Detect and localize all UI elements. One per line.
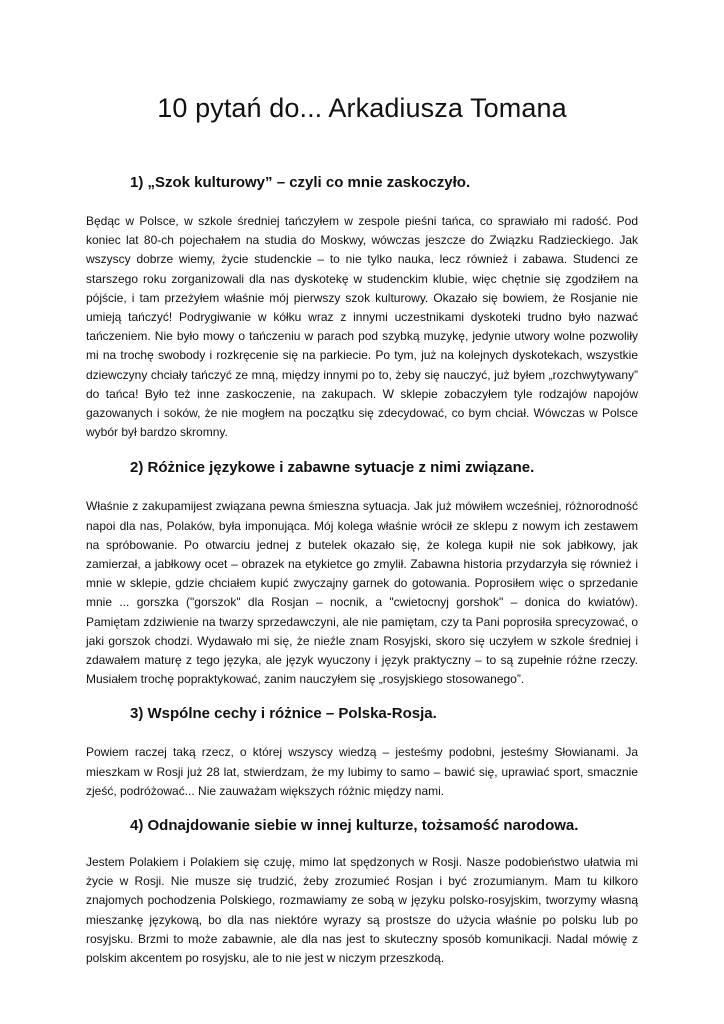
section-heading-1: 1) „Szok kulturowy” – czyli co mnie zaskoczyło. [130,174,471,191]
section-paragraph-1: Będąc w Polsce, w szkole średniej tańczyłem w zespole pieśni tańca, co sprawiało mi radość. Pod koniec lat 80-ch pojechałem na studia do Moskwy, wówczas jeszcze do Związku Radzieckiego. Jak wszyscy dobrze wiemy, życie studenckie – to nie tylko nauka, lecz również i zabawa. Studenci ze starszego roku zorganizowali dla nas dyskotekę w studenckim klubie, więc chętnie się zgodziłem na pójście, i tam przeżyłem właśnie mój pierwszy szok kulturowy. Okazało się bowiem, że Rosjanie nie umieją tańczyć! Podrygiwanie w kółku wraz z innymi uczestnikami dyskoteki trudno było nazwać tańczeniem. Nie było mowy o tańczeniu w parach pod szybką muzykę, jedynie utwory wolne pozwoliły mi na trochę swobody i rozkręcenie się na parkiecie. Po tym, już na kolejnych dyskotekach, wszystkie dziewczyny chciały tańczyć ze mną, między innymi po to, żeby się nauczyć, już byłem „rozchwytywany” do tańca! Było też inne zaskoczenie, na zakupach. W sklepie zobaczyłem tyle rodzajów napojów gazowanych i soków, że nie mogłem na początku się zdecydować, co bym chciał. Wówczas w Polsce wybór był bardzo skromny. [86,214,638,440]
section-heading-4: 4) Odnajdowanie siebie w innej kulturze, tożsamość narodowa. [130,817,579,835]
document-title: 10 pytań do... Arkadiusza Tomana [157,93,567,123]
section-heading-3: 3) Wspólne cechy i różnice – Polska-Rosja. [130,705,437,723]
section-paragraph-4: Jestem Polakiem i Polakiem się czuję, mimo lat spędzonych w Rosji. Nasze podobieństwo ułatwia mi życie w Rosji. Nie musze się trudzić, żeby zrozumieć Rosjan i być zrozumianym. Mam tu kilkoro znajomych pochodzenia Polskiego, rozmawiamy ze sobą w języku polsko-rosyjskim, tworzymy własną mieszankę językową, bo dla nas niektóre wyrazy są prostsze do użycia właśnie po polsku lub po rosyjsku. Brzmi to może zabawnie, ale dla nas jest to skuteczny sposób komunikacji. Nadal mówię z polskim akcentem po rosyjsku, ale to nie jest w niczym przeszkodą. [86,855,638,966]
section-paragraph-3: Powiem raczej taką rzecz, o której wszyscy wiedzą – jesteśmy podobni, jesteśmy Słowianami. Ja mieszkam w Rosji już 28 lat, stwierdzam, że my lubimy to samo – bawić się, uprawiać sport, smacznie zjeść, podróżować... Nie zauważam większych różnic między nami. [86,745,638,798]
document-page [86,0,638,968]
section-heading-2: 2) Różnice językowe i zabawne sytuacje z nimi związane. [130,459,535,477]
section-paragraph-2: Właśnie z zakupamijest związana pewna śmieszna sytuacja. Jak już mówiłem wcześniej, różnorodność napoi dla nas, Polaków, była imponująca. Mój kolega właśnie wrócił ze sklepu z nowym ich zestawem na spróbowanie. Po otwarciu jednej z butelek okazało się, że kolega kupił nie sok jabłkowy, jak zamierzał, a jabłkowy ocet – obrazek na etykietce go zmylił. Zabawna historia przydarzyła się również i mnie w sklepie, gdzie chciałem kupić zwyczajny garnek do gotowania. Poprosiłem więc o sprzedanie mnie ... gorszka ("gorszok" dla Rosjan – nocnik, a "cwietocnyj gorshok" – donica do kwiatów). Pamiętam zdziwienie na twarzy sprzedawczyni, ale nie pamiętam, czy ta Pani poprosiła sprecyzować, o jaki gorszok chodzi. Wydawało mi się, że nieźle znam Rosyjski, skoro się uczyłem w szkole średniej i zdawałem maturę z tego języka, ale język wyuczony i język praktyczny – to są zupełnie różne rzeczy. Musiałem trochę popraktykować, zanim nauczyłem się „rosyjskiego stosowanego”. [86,499,638,687]
